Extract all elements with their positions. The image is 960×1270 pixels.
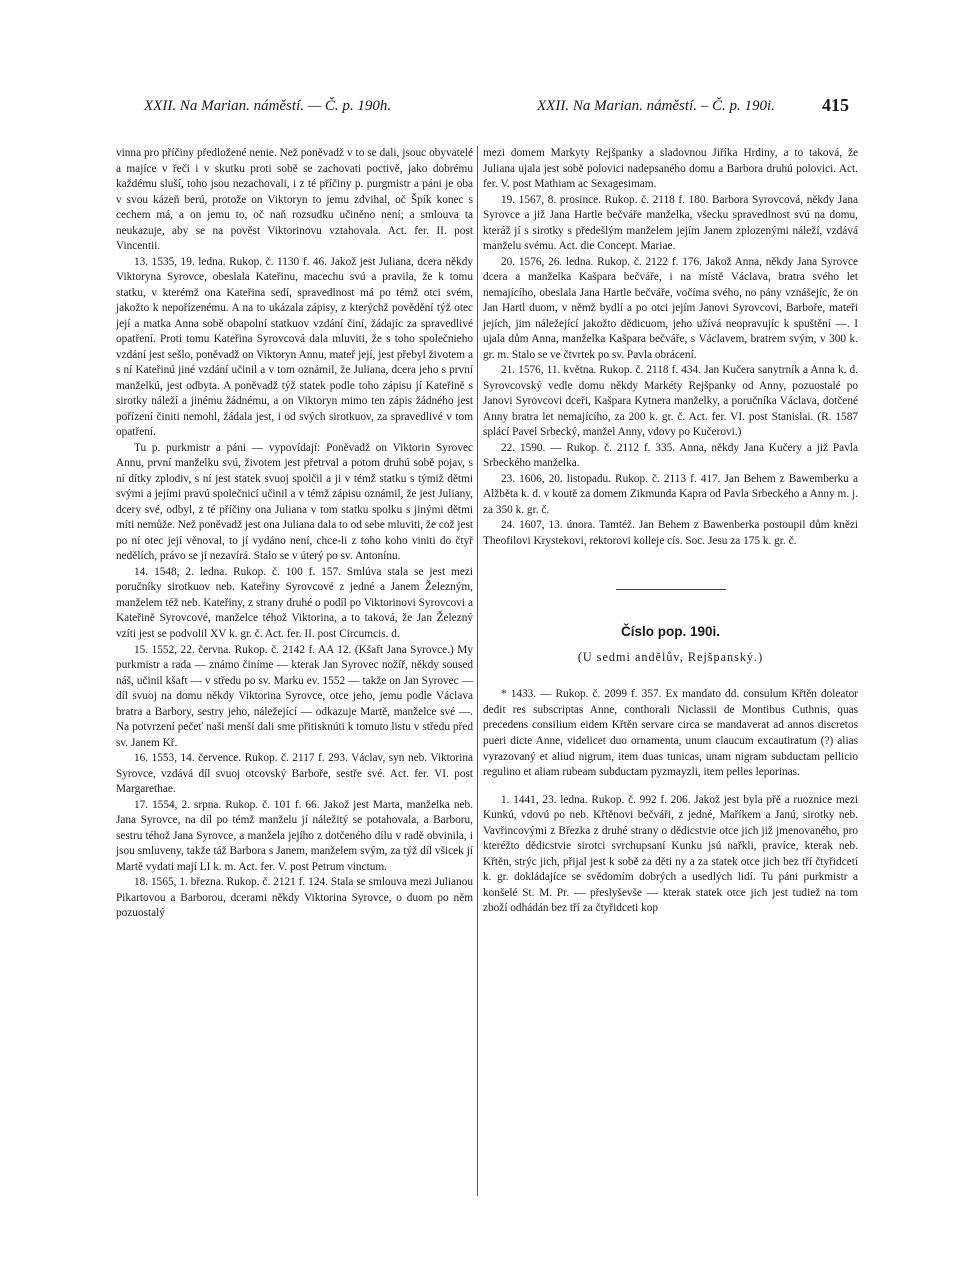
paragraph: 14. 1548, 2. ledna. Rukop. č. 100 f. 157. Smlúva stala se jest mezi poručníky sirotkuov neb. Kateřiny Syrovcové z jedné a Janem Železným, manželem též neb. Kateřiny, z strany druhé o podíl po Viktorinovi Syrovcovi a Kateřině Syrovcové, manželce téhož Viktorina, a to taková, že Jan Železný vzíti jest se podvolil XV k. gr. č. Act. fer. II. post Circumcis. d. — [116, 565, 473, 640]
paragraph: vinna pro příčiny předložené nenie. Než poněvadž v to se dali, jsouc obyvatelé a majíce v řeči i v skutku proti sobě se zachovati poctivě, jako dobrému každému sluší, toho jsou nezachovali, i z té příčiny p. purgmistr a páni je oba v svou kázeň berú, protože on Viktoryn to jemu zdvihal, oč Špík konec s cechem má, a on jemu to, oč naň rozsudku učiněno není; a smlouva ta neukazuje, aby se na pověst Viktorinovu vztahovala. Act. fer. II. post Vincentii. — [116, 147, 473, 253]
column-divider — [477, 146, 478, 1196]
paragraph: 22. 1590. — Rukop. č. 2112 f. 335. Anna, někdy Jana Kučery a již Pavla Srbeckého manželka. — [483, 441, 858, 470]
paragraph: 1. 1441, 23. ledna. Rukop. č. 992 f. 206. Jakož jest byla přě a ruoznice mezi Kunkú, vdovú po neb. Křtěnovi bečváři, z jedné, Maříkem a Janú, sirotky neb. Vavřincovými z Březka z druhé strany o dědicstvie otce jich již jmenovaného, pro kteréžto dědicstvie sirotci svrchupsaní Kunku jsú nařkli, pravíce, kterak neb. Křtěn, strýc jich, přijal jest k sobě za děti ny a za statek otce jich bez tří čtyřidcetí k. gr. dokládajíce se svědomím dobrých a usedlých lidí. Tu páni purkmistr a konšelé St. M. Pr. — přeslyševše — kterak statek otce jich jest tudiež na tom zboží odhádán bez tří za čtyřidceti kop — [483, 793, 858, 915]
paragraph: 15. 1552, 22. června. Rukop. č. 2142 f. AA 12. (Kšaft Jana Syrovce.) My purkmistr a rada — známo činíme — kterak Jan Syrovec nožíř, někdy soused náš, učinil kšaft — v středu po sv. Marku ev. 1552 — takže on Jan Syrovec — díl svuoj na domu někdy Viktorina Syrovce, otce jeho, jemu podle Václava bratra a Barbory, sestry jeho, náležející — odkazuje Martě, manželce své —. Na potvrzení pečeť naši menší dali sme přitisknúti k tomuto listu v středu před sv. Janem Kř. — [116, 643, 473, 749]
header-right: XXII. Na Marian. náměstí. – Č. p. 190i. — [537, 98, 775, 114]
running-header — [0, 95, 960, 122]
paragraph: 23. 1606, 20. listopadu. Rukop. č. 2113 f. 417. Jan Behem z Bawemberku a Alžběta k. d. v koutě za domem Zikmunda Kapra od Pavla Srbeckého a Anny m. j. za 350 k. gr. č. — [483, 472, 858, 516]
paragraph: 21. 1576, 11. května. Rukop. č. 2118 f. 434. Jan Kučera sanytrník a Anna k. d. Syrovcovský vedle domu někdy Markéty Rejšpanky od Anny, pozuostalé po Janovi Syrovcovi dceři, Kašpara Kytnera manželky, a poručníka Václava, dotčené Anny bratra let nemajícího, za 200 k. gr. č. Act. fer. VI. post Stanislai. (R. 1587 splácí Pavel Srbecký, manžel Anny, vdovy po Kučerovi.) — [483, 364, 858, 439]
paragraph: 24. 1607, 13. února. Tamtéž. Jan Behem z Bawenberka postoupil dům knězi Theofilovi Krystekovi, rektorovi kolleje cís. Soc. Jesu za 175 k. gr. č. — [483, 519, 858, 547]
paragraph: 20. 1576, 26. ledna. Rukop. č. 2122 f. 176. Jakož Anna, někdy Jana Syrovce dcera a manželka Kašpara bečváře, i na místě Václava, bratra svého let nemajícího, obeslala Jana Hartle bečváře, vočíma svého, no pány vznášejíc, že on Jan Hartl duom, v němž bydlí a po otci jejím Janovi Syrovcovi, Barboře, mateři jejích, jim náležející jakožto dědicuom, jeho užívá neopravujíc k spuštění —. I ujala dům Anna, manželka Kašpara bečváře, s Václavem, bratrem svým, v 300 k. gr. m. Stalo se ve čtvrtek po sv. Pavla obrácení. — [483, 255, 858, 361]
section-subtitle: (U sedmi andělův, Rejšpanský.) — [577, 649, 764, 664]
paragraph: 13. 1535, 19. ledna. Rukop. č. 1130 f. 46. Jakož jest Juliana, dcera někdy Viktoryna Syrovce, obeslala Kateřinu, macechu svú a pravila, že k tomu statku, v kterémž ona Kateřina sedí, spravedlnost má po témž otci svém, jakožto k nepořízenému. A na to ukázala zápisy, z kterýchž povědění týž otec její a matka Anna sobě obapolní statkuov vzdání činí, žádajíc za spravedlivé opatření. Proti tomu Kateřina Syrovcová dala mluviti, že s toho společnieho vzdání jest sešlo, poněvadž on Viktoryn Annu, mateř její, jest přebyl životem a s ní Kateřinú jiné vzdání učinil a v tom oznámil, že Juliana, dcera jeho s první manželkú, jest odbyta. A poněvadž týž statek podle toho zápisu jí Kateřině s sirotky náleží a jinému žádnému, a on Viktoryn mimo ten zápis žádného jest pořízení činiti nemohl, žádala jest, i od svých sirotkuov, za spravedlivé v tom opatření. — [116, 255, 473, 439]
paragraph: * 1433. — Rukop. č. 2099 f. 357. Ex mandato dd. consulum Křtěn doleator dedit res subscriptas Anne, conthorali Niclassii de Montibus Cuthnis, quas precedens consilium eidem Křtěn servare circa se mandaverat ad annos discretos pueri dicte Anne, videlicet duo ornamenta, unum claucum excautiratum (?) alias vyrazovaný et aliud nigrum, item duas tunicas, unam nigram subductam pellicio regulino et aliam rubeam subductam pyzmayzli, item pelles leporinas. — [483, 688, 858, 779]
paragraph: 16. 1553, 14. července. Rukop. č. 2117 f. 293. Václav, syn neb. Viktorina Syrovce, vzdává díl svuoj otcovský Barboře, sestře své. Act. fer. VI. post Margarethae. — [116, 752, 473, 796]
header-left: XXII. Na Marian. náměstí. — Č. p. 190h. — [144, 98, 392, 114]
section-title: Číslo pop. 190i. — [620, 624, 721, 640]
paragraph: mezi domem Markyty Rejšpanky a sladovnou Jiříka Hrdiny, a to taková, že Juliana ujala jest sobě polovici nadepsaného domu a Barbora druhú polovici. Act. fer. V. post Mathiam ac Sexagesimam. — [483, 147, 858, 191]
right-column — [483, 146, 858, 917]
paragraph: 18. 1565, 1. března. Rukop. č. 2121 f. 124. Stala se smlouva mezi Julianou Pikartovou a Barborou, dcerami někdy Viktorina Syrovce, o duom po něm pozuostalý — [116, 876, 473, 920]
paragraph: Tu p. purkmistr a páni — vypovídají: Poněvadž on Viktorin Syrovec Annu, první manželku svú, životem jest přetrval a potom druhú sobě pojav, s ní dítky zplodiv, s ní jest statek svuoj spolčil a ji v témž statku s týmiž dětmi svými a jejími pravú společnicí učinil a v témž zápisu oznámil, že jest Juliany, dcery své, odbyl, z té příčiny ona Juliana v tom statku spolku s jinými dětmi míti nemůže. Než poněvadž jest ona Juliana dala to od sebe mluviti, že což jest po ní otec její věnoval, to jí vydáno není, chce-li z toho koho viniti do čtyř nedělích, právo se jí nezavírá. Stalo se v úterý po sv. Antonínu. — [116, 441, 473, 563]
paragraph: 19. 1567, 8. prosince. Rukop. č. 2118 f. 180. Barbora Syrovcová, někdy Jana Syrovce a již Jana Hartle bečváře manželka, všecku spravedlnost svú na domu, kteráž jí s sirotky s předešlým manželem jejím Janem zplozenými náleží, vzdává manželu svému. Act. die Concept. Mariae. — [483, 193, 858, 253]
paragraph: 17. 1554, 2. srpna. Rukop. č. 101 f. 66. Jakož jest Marta, manželka neb. Jana Syrovce, na díl po témž manželu jí náležitý se potahovala, a Barboru, sestru téhož Jana Syrovce, a manžela jejího z dotčeného dílu v radě obvinila, i jsou smluveny, takže táž Barbora s Janem, manželem svým, za týž díl všicek jí Martě vydati mají LI k. m. Act. fer. V. post Petrum vinctum. — [116, 798, 473, 873]
section-separator — [616, 589, 726, 590]
left-column — [116, 146, 473, 922]
page-number: 415 — [822, 95, 849, 115]
paragraph-gap — [483, 781, 858, 793]
